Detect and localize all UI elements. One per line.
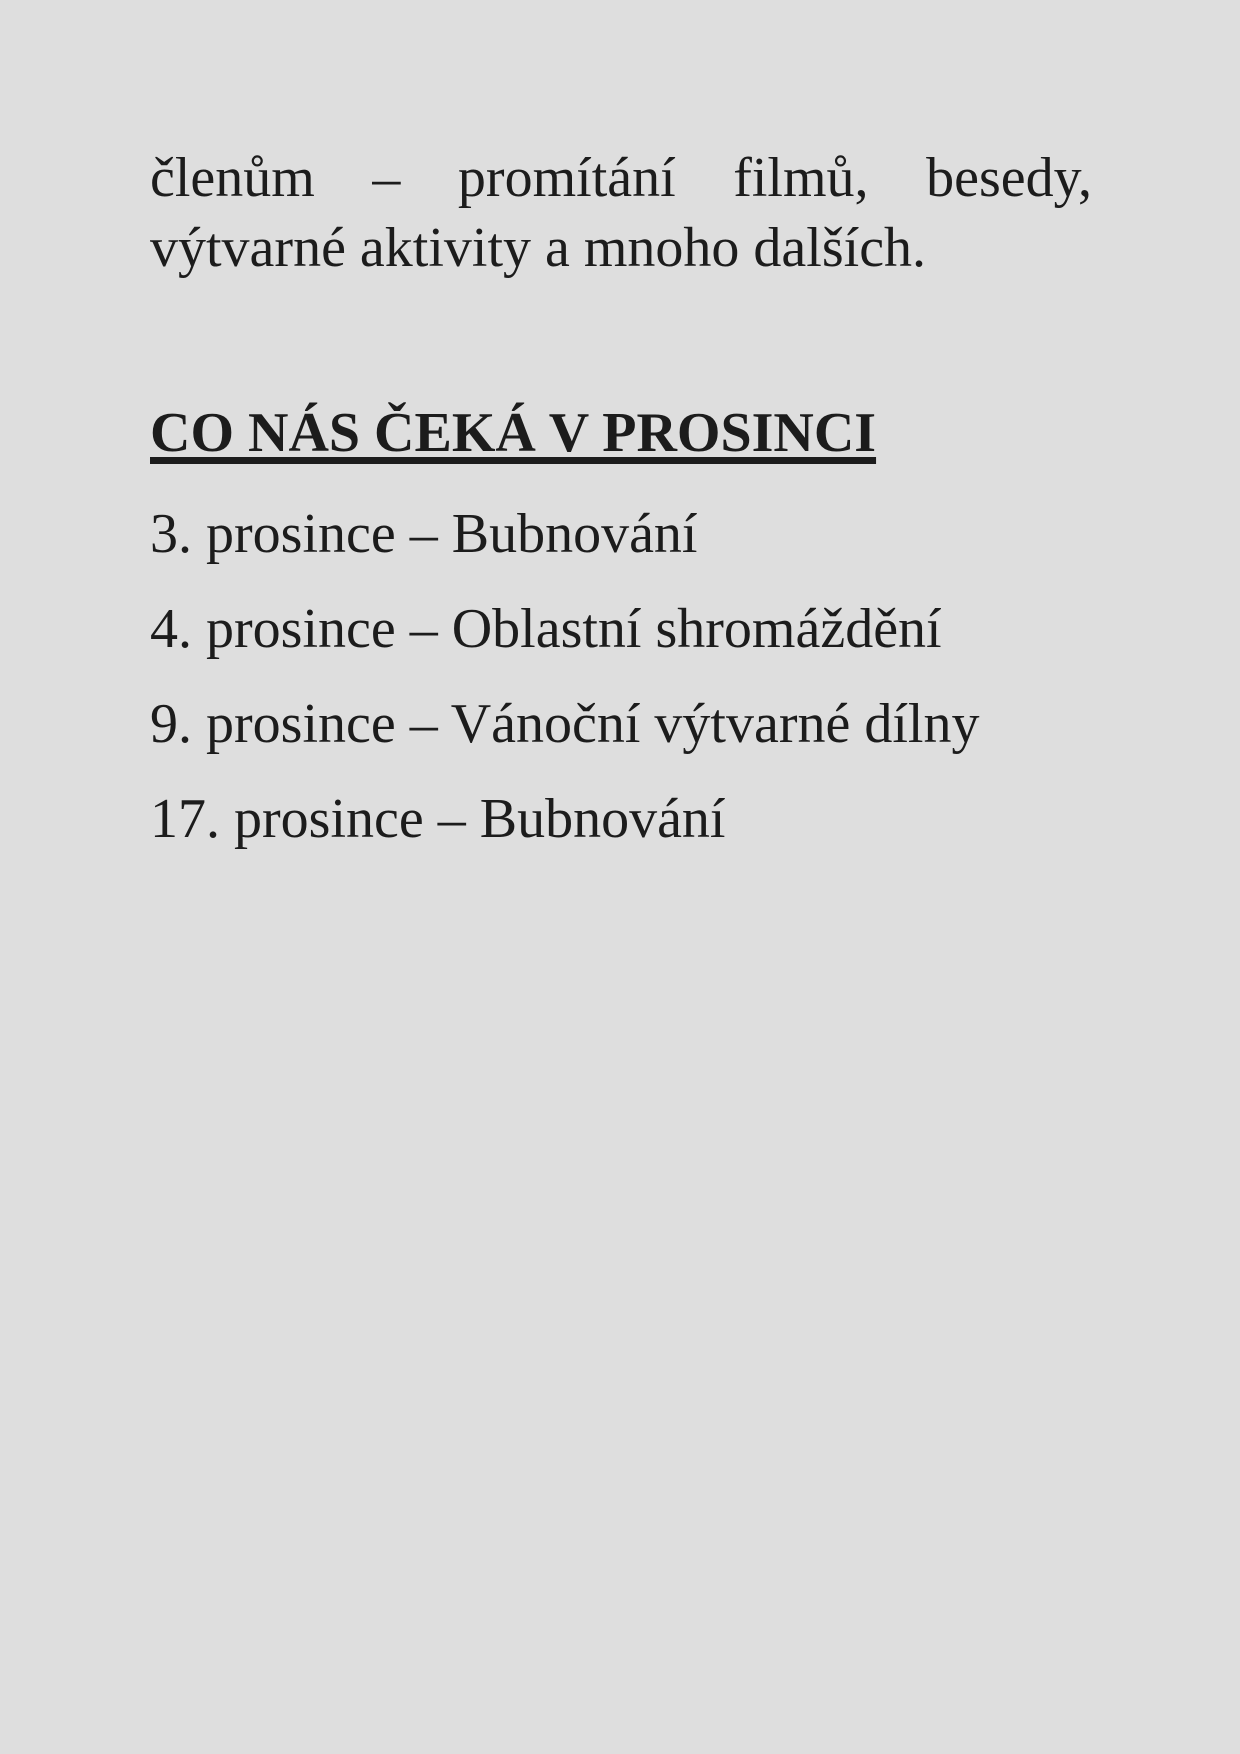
paragraph-word: filmů, — [733, 147, 869, 209]
event-item: 3. prosince – Bubnování — [150, 503, 698, 565]
event-item: 9. prosince – Vánoční výtvarné dílny — [150, 693, 980, 755]
paragraph-word: – — [372, 147, 401, 209]
paragraph-word: promítání — [457, 147, 676, 209]
paragraph-justified-line — [150, 143, 1092, 213]
event-list — [150, 487, 979, 867]
event-item: 17. prosince – Bubnování — [150, 788, 726, 850]
paragraph-word: besedy, — [926, 147, 1092, 209]
event-item: 4. prosince – Oblastní shromáždění — [150, 598, 942, 660]
paragraph-word: členům — [150, 147, 315, 209]
paragraph-last-line: výtvarné aktivity a mnoho dalších. — [150, 217, 927, 279]
section-heading: CO NÁS ČEKÁ V PROSINCI — [150, 402, 877, 464]
